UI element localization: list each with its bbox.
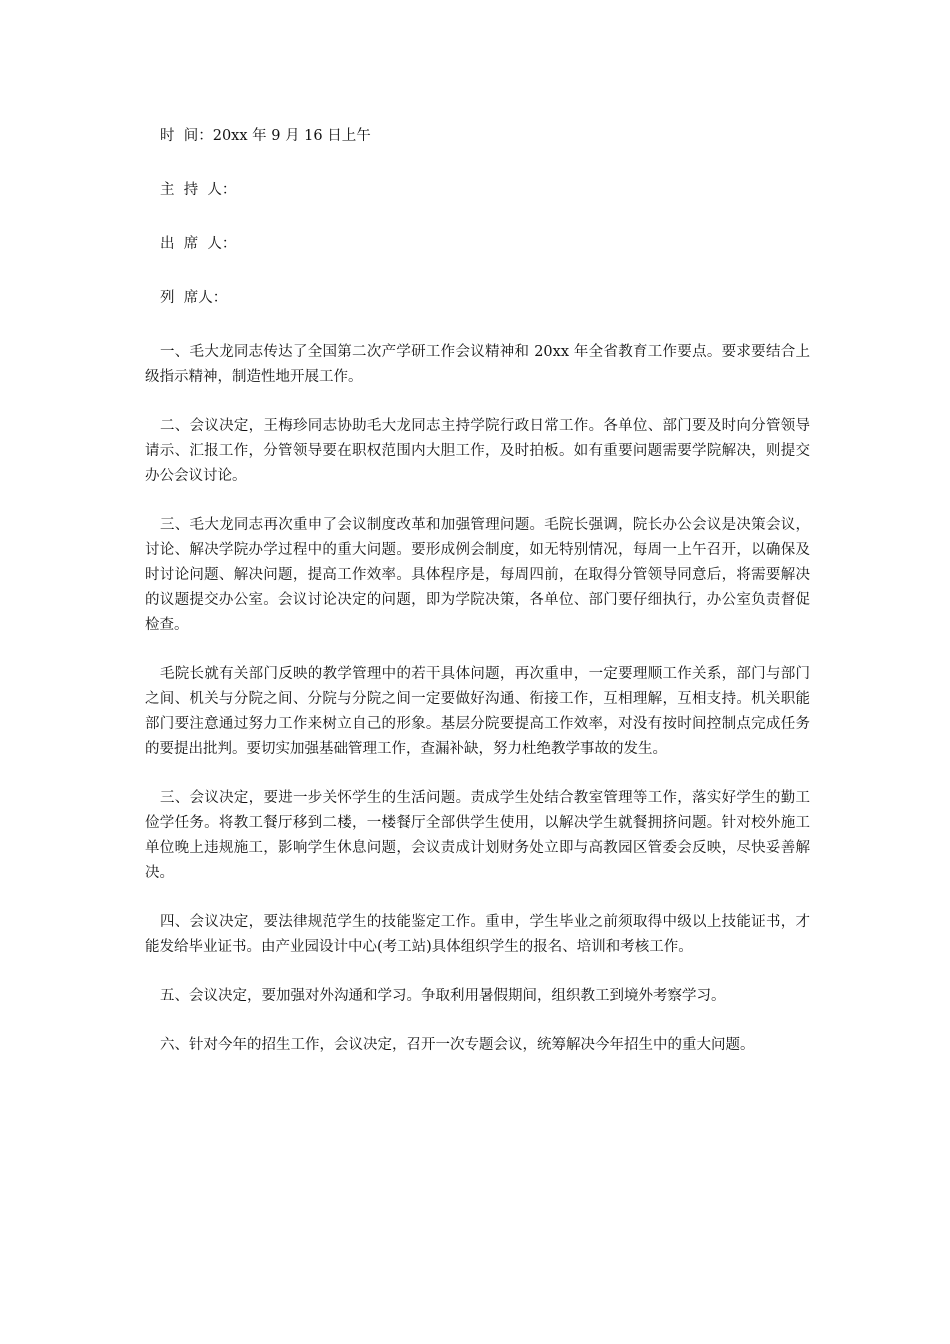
paragraph-director-remarks: 毛院长就有关部门反映的教学管理中的若干具体问题，再次重申，一定要理顺工作关系，部门与部门之间、机关与分院之间、分院与分院之间一定要做好沟通、衔接工作，互相理解，互相支持。机关职能部门要注意通过努力工作来树立自己的形象。基层分院要提高工作效率，对没有按时间控制点完成任务的要提出批判。要切实加强基础管理工作，查漏补缺，努力杜绝教学事故的发生。 [145, 666, 810, 757]
meeting-observers: 列 席人： [160, 290, 228, 306]
paragraph-item-6: 六、针对今年的招生工作，会议决定，召开一次专题会议，统筹解决今年招生中的重大问题。 [160, 1037, 755, 1053]
paragraph-item-5: 五、会议决定，要加强对外沟通和学习。争取利用暑假期间，组织教工到境外考察学习。 [160, 988, 726, 1004]
paragraph-item-1: 一、毛大龙同志传达了全国第二次产学研工作会议精神和 20xx 年全省教育工作要点。要求要结合上级指示精神，制造性地开展工作。 [145, 344, 810, 385]
meeting-time: 时 间：20xx 年 9 月 16 日上午 [160, 128, 371, 144]
paragraph-item-4: 四、会议决定，要法律规范学生的技能鉴定工作。重申，学生毕业之前须取得中级以上技能证书，才能发给毕业证书。由产业园设计中心(考工站)具体组织学生的报名、培训和考核工作。 [145, 914, 810, 955]
paragraph-item-2: 二、会议决定，王梅珍同志协助毛大龙同志主持学院行政日常工作。各单位、部门要及时向分管领导请示、汇报工作，分管领导要在职权范围内大胆工作，及时拍板。如有重要问题需要学院解决，则提交办公会议讨论。 [145, 418, 810, 484]
paragraph-item-3: 三、毛大龙同志再次重申了会议制度改革和加强管理问题。毛院长强调，院长办公会议是决策会议，讨论、解决学院办学过程中的重大问题。要形成例会制度，如无特别情况，每周一上午召开，以确保及时讨论问题、解决问题，提高工作效率。具体程序是，每周四前，在取得分管领导同意后，将需要解决的议题提交办公室。会议讨论决定的问题，即为学院决策，各单位、部门要仔细执行，办公室负责督促检查。 [145, 517, 810, 633]
document-page [145, 124, 810, 1082]
meeting-host: 主 持 人： [160, 182, 237, 198]
paragraph-item-student-life: 三、会议决定，要进一步关怀学生的生活问题。责成学生处结合教室管理等工作，落实好学生的勤工俭学任务。将教工餐厅移到二楼，一楼餐厅全部供学生使用，以解决学生就餐拥挤问题。针对校外施工单位晚上违规施工，影响学生休息问题，会议责成计划财务处立即与高教园区管委会反映，尽快妥善解决。 [145, 790, 810, 881]
meeting-attendees: 出 席 人： [160, 236, 237, 252]
